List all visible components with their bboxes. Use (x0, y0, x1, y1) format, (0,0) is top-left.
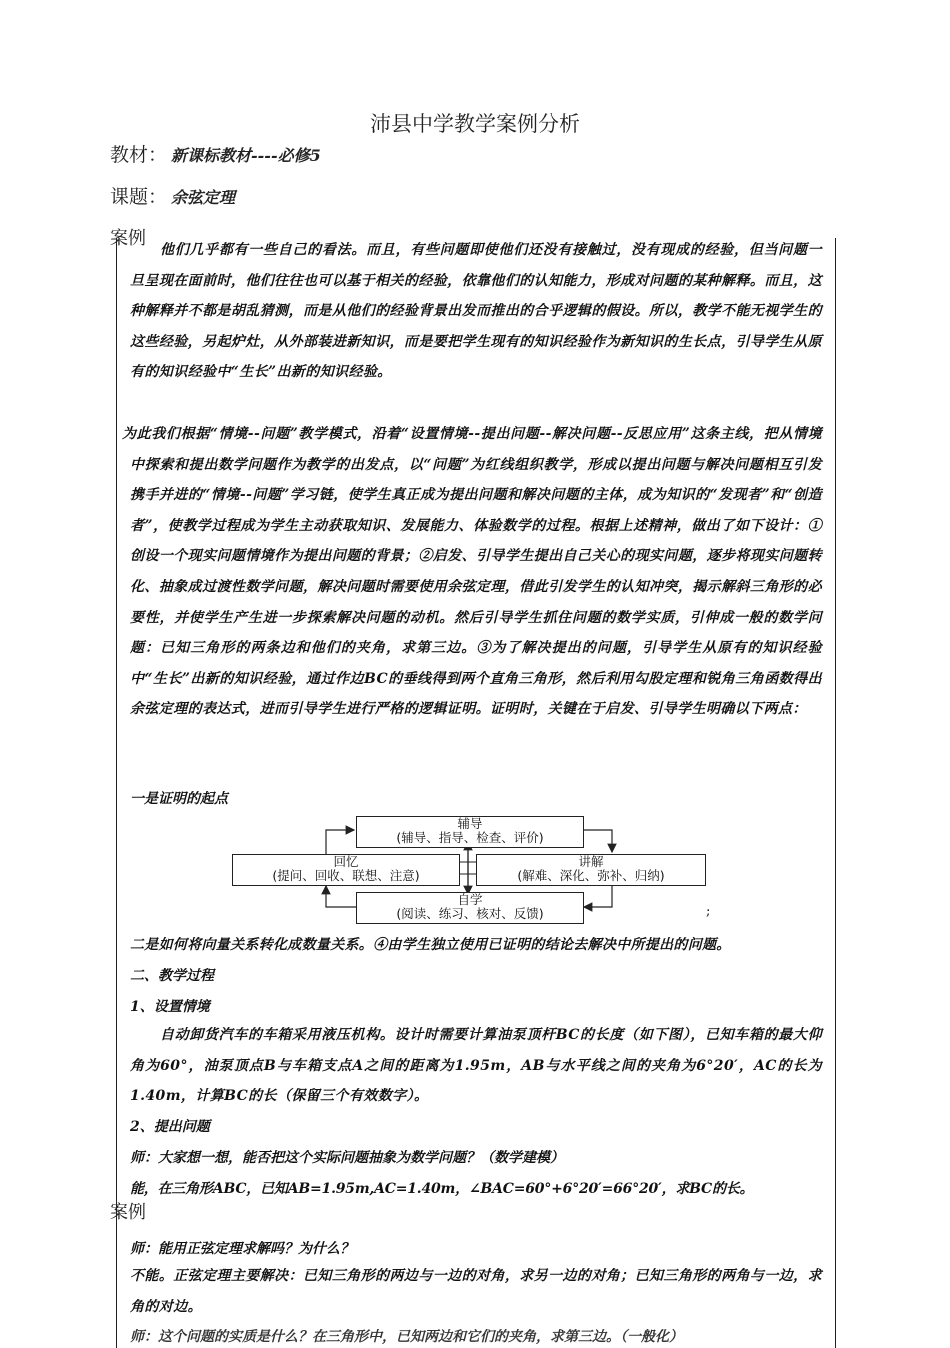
textbook-label: 教材： (110, 144, 168, 166)
explain-box (476, 854, 706, 886)
teacher-question-1: 师：大家想一想，能否把这个实际问题抽象为数学问题？（数学建模） (130, 1150, 564, 1166)
explain-title: 讲解 (578, 854, 604, 869)
guide-title: 辅导 (457, 816, 483, 831)
point-one: 一是证明的起点 (130, 791, 228, 807)
topic-label: 课题： (110, 186, 168, 208)
guide-box (356, 816, 584, 848)
textbook-value: 新课标教材----必修5 (171, 146, 321, 165)
paragraph-2: 为此我们根据“情境--问题”教学模式，沿着“设置情境--提出问题--解决问题--反思应用”这条主线，把从情境中探索和提出数学问题作为教学的出发点，以“问题”为红线组织教学，形成以提出问题与解决问题相互引发携手并进的“情境--问题”学习链，使学生真正成为提出问题和解决问题的主体，成为知识的“发现者”和“创造者”，使教学过程成为学生主动获取知识、发展能力、体验数学的过程。根据上述精神，做出了如下设计：①创设一个现实问题情境作为提出问题的背景；②启发、引导学生提出自己关心的现实问题，逐步将现实问题转化、抽象成过渡性数学问题，解决问题时需要使用余弦定理，借此引发学生的认知冲突，揭示解斜三角形的必要性，并使学生产生进一步探索解决问题的动机。然后引导学生抓住问题的数学实质，引伸成一般的数学问题：已知三角形的两条边和他们的夹角，求第三边。③为了解决提出的问题，引导学生从原有的知识经验中“生长”出新的知识经验，通过作边BC的垂线得到两个直角三角形，然后利用勾股定理和锐角三角函数得出余弦定理的表达式，进而引导学生进行严格的逻辑证明。证明时，关键在于启发、引导学生明确以下两点： (122, 426, 822, 718)
diagram-semicolon: ; (706, 904, 711, 919)
recall-box (232, 854, 460, 886)
self-study-box (356, 892, 584, 924)
teaching-flow-diagram (228, 814, 718, 926)
textbook-line (110, 140, 321, 167)
topic-value: 余弦定理 (171, 188, 236, 207)
recall-items: (提问、回收、联想、注意) (272, 868, 420, 883)
recall-title: 回忆 (333, 854, 359, 869)
answer-1: 能，在三角形ABC，已知AB=1.95m,AC=1.40m，∠BAC=60°+6°20′=66°20′，求BC的长。 (130, 1181, 754, 1197)
paragraph-situation: 自动卸货汽车的车箱采用液压机构。设计时需要计算油泵顶杆BC的长度（如下图），已知车箱的最大仰角为60°，油泵顶点B与车箱支点A之间的距离为1.95m，AB与水平线之间的夹角为6°20′，AC的长为1.40m，计算BC的长（保留三个有效数字）。 (130, 1027, 822, 1105)
page-title: 沛县中学教学案例分析 (370, 112, 580, 136)
step-set-situation: 1、设置情境 (130, 999, 210, 1015)
answer-2: 不能。正弦定理主要解决：已知三角形的两边与一边的对角，求另一边的对角；已知三角形的两角与一边，求角的对边。 (130, 1268, 822, 1315)
guide-items: (辅导、指导、检查、评价) (396, 830, 544, 845)
step-pose-question: 2、提出问题 (130, 1119, 210, 1135)
point-two: 二是如何将向量关系转化成数量关系。④由学生独立使用已证明的结论去解决中所提出的问题。 (130, 937, 731, 953)
case-label: 案例 (110, 228, 146, 249)
topic-line (110, 182, 235, 209)
teacher-question-3: 师：这个问题的实质是什么？在三角形中，已知两边和它们的夹角，求第三边。（一般化） (130, 1329, 683, 1345)
explain-items: (解难、深化、弥补、归纳) (517, 868, 665, 883)
self-study-title: 自学 (457, 892, 483, 907)
section-teaching-process: 二、教学过程 (130, 968, 214, 984)
self-study-items: (阅读、练习、核对、反馈) (396, 906, 544, 921)
teacher-question-2: 师：能用正弦定理求解吗？为什么？ (130, 1241, 354, 1257)
paragraph-1: 他们几乎都有一些自己的看法。而且，有些问题即使他们还没有接触过，没有现成的经验，但当问题一旦呈现在面前时，他们往往也可以基于相关的经验，依靠他们的认知能力，形成对问题的某种解释。而且，这种解释并不都是胡乱猜测，而是从他们的经验背景出发而推出的合乎逻辑的假设。所以，教学不能无视学生的这些经验，另起炉灶，从外部装进新知识，而是要把学生现有的知识经验作为新知识的生长点，引导学生从原有的知识经验中“生长”出新的知识经验。 (130, 242, 822, 381)
case-label-2: 案例 (110, 1202, 146, 1223)
